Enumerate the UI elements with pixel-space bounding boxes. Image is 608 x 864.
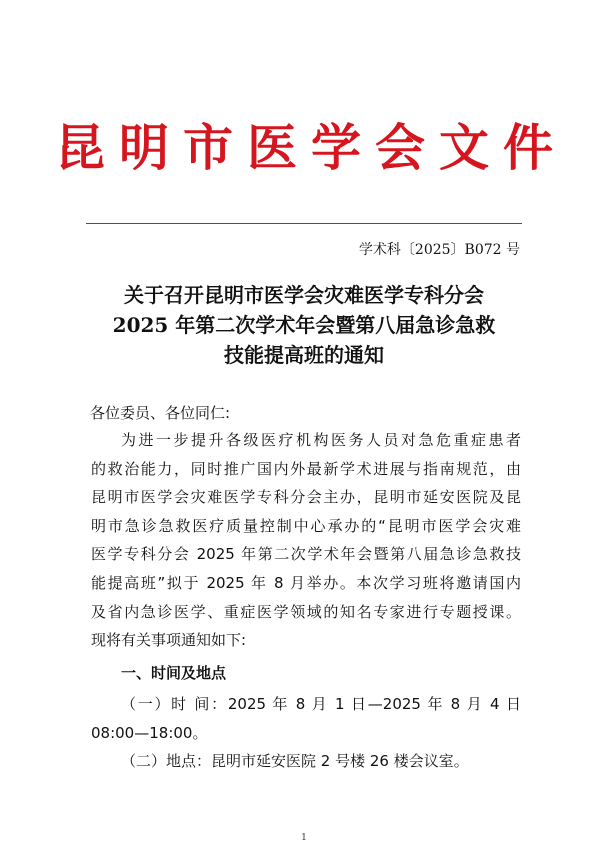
paragraph-line: 明市急诊急救医疗质量控制中心承办的“昆明市医学会灾难 [91, 516, 521, 535]
paragraph-line: 昆明市医学会灾难医学专科分会主办，昆明市延安医院及昆 [91, 488, 521, 507]
paragraph-line: 的救治能力，同时推广国内外最新学术进展与指南规范，由 [91, 459, 521, 478]
document-number: 学术科〔2025〕B072 号 [358, 242, 520, 258]
intro-paragraph [91, 426, 521, 655]
title-line: 2025 年第二次学术年会暨第八届急诊急救 [112, 313, 496, 337]
title-line: 关于召开昆明市医学会灾难医学专科分会 [124, 283, 484, 307]
location-line: （二）地点：昆明市延安医院 2 号楼 26 楼会议室。 [121, 752, 469, 770]
section-heading-time-location: 一、时间及地点 [121, 664, 227, 682]
time-item [91, 690, 521, 747]
masthead-title: 昆明市医学会文件 [55, 118, 567, 177]
title-line: 技能提高班的通知 [224, 343, 384, 367]
red-divider-line [86, 223, 522, 224]
salutation: 各位委员、各位同仁: [90, 404, 231, 422]
page-number: 1 [301, 833, 307, 843]
time-line: （一）时 间：2025 年 8 月 1 日—2025 年 8 月 4 日 [121, 695, 521, 713]
location-item [91, 747, 521, 776]
notice-title [86, 280, 522, 370]
paragraph-line: 为进一步提升各级医疗机构医务人员对急危重症患者 [121, 431, 521, 449]
paragraph-line: 能提高班”拟于 2025 年 8 月举办。本次学习班将邀请国内 [91, 573, 521, 592]
paragraph-line: 及省内急诊医学、重症医学领域的知名专家进行专题授课。 [91, 602, 521, 621]
paragraph-line: 现将有关事项通知如下: [91, 631, 247, 650]
paragraph-line: 医学专科分会 2025 年第二次学术年会暨第八届急诊急救技 [91, 545, 521, 564]
time-line: 08:00—18:00。 [91, 723, 208, 742]
